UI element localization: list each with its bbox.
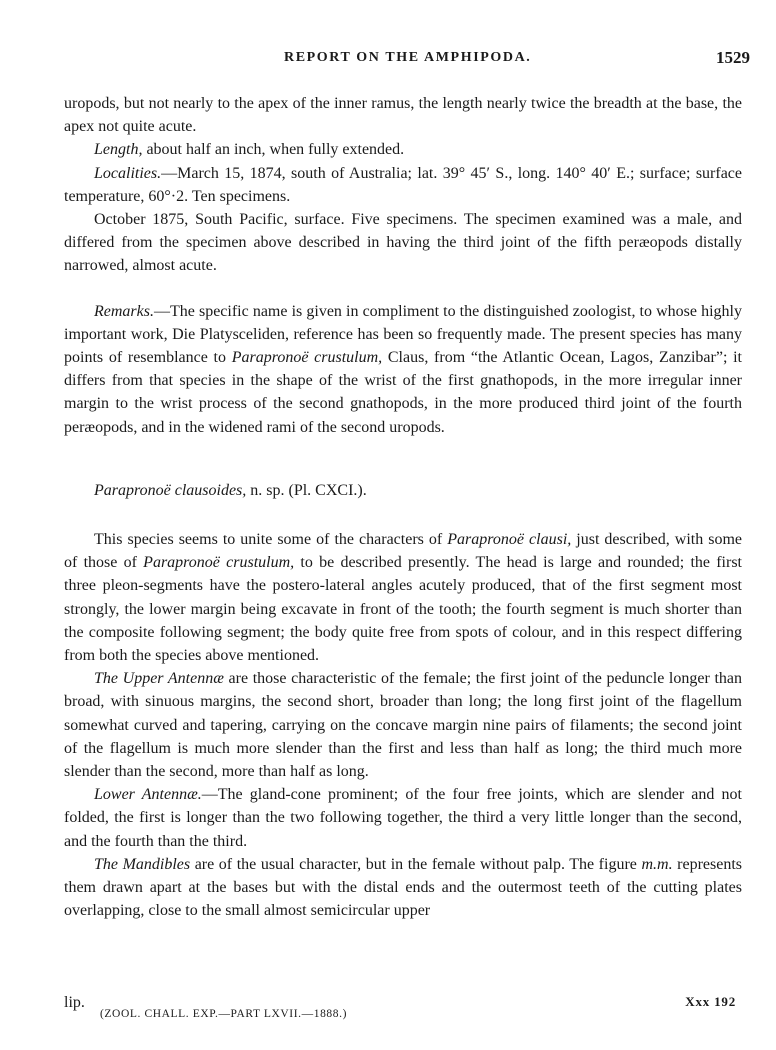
- paragraph-label: The Mandibles: [94, 855, 191, 873]
- paragraph-text: This species seems to unite some of the characters of: [94, 531, 448, 549]
- body-text: [64, 92, 742, 923]
- paragraph-text: just described, with some of those of: [64, 531, 743, 572]
- paragraph-text: —The gland-cone prominent; of the four free joints, which are slender and not folded, the first is longer than the two following together, the third a very little longer than the second, and the fourth than the third.: [64, 786, 742, 850]
- page-number: 1529: [716, 48, 750, 67]
- final-word: lip.: [64, 994, 85, 1011]
- species-heading: [64, 479, 742, 502]
- figure-reference: m.m.: [641, 855, 673, 873]
- publication-imprint: (ZOOL. CHALL. EXP.—PART LXVII.—1888.): [100, 1008, 348, 1020]
- paragraph-text: Claus, from “the Atlantic Ocean, Lagos, Zanzibar”; it differs from that species in the shape of the wrist of the first gnathopods, in the more irregular inner margin to the wrist process of the second gnathopods, in the more produced third joint of the fourth peræopods, and in the widened rami of the second uropods.: [64, 349, 743, 436]
- paragraph-label: Remarks.: [94, 302, 154, 320]
- page-header: [0, 50, 776, 74]
- paragraph-length: [64, 138, 742, 161]
- paragraph-label: Length,: [94, 141, 143, 159]
- species-name: Parapronoë crustulum,: [231, 349, 383, 367]
- signature-mark: Xxx 192: [685, 994, 736, 1009]
- species-heading-name: Parapronoë clausoides,: [94, 481, 247, 499]
- paragraph-species-description: [64, 528, 742, 667]
- species-heading-text: n. sp. (Pl. CXCI.).: [246, 481, 367, 499]
- paragraph-text: October 1875, South Pacific, surface. Five specimens. The specimen examined was a male, and differed from the specimen above described in having the third joint of the fifth peræopods distally narrowed, almost acute.: [64, 211, 742, 275]
- species-name: Parapronoë crustulum,: [143, 554, 295, 572]
- paragraph-text: are those characteristic of the female; the first joint of the peduncle longer than broad, with sinuous margins, the second short, broader than long; the long first joint of the flagellum somewhat curved and tapering, carrying on the concave margin nine pairs of filaments; the second joint of the flagellum is much more slender than the first and less than half as long; the third much more slender than the second, more than half as long.: [64, 670, 742, 781]
- paragraph-lower-antennae: [64, 783, 742, 853]
- paragraph-label: Lower Antennæ.: [94, 786, 202, 804]
- paragraph-text: to be described presently. The head is large and rounded; the first three pleon-segments have the postero-lateral angles acutely produced, that of the first segment most strongly, the lower margin being excavate in front of the tooth; the fourth segment is much shorter than the composite following segment; the body quite free from spots of colour, and in this respect differing from both the species above mentioned.: [64, 554, 743, 665]
- paragraph-text: are of the usual character, but in the female without palp. The figure: [190, 855, 642, 873]
- paragraph-mandibles: [64, 853, 742, 923]
- paragraph-text: uropods, but not nearly to the apex of the inner ramus, the length nearly twice the breadth at the base, the apex not quite acute.: [64, 95, 742, 136]
- paragraph-october-1875: [64, 208, 742, 278]
- species-name: Parapronoë clausi,: [447, 531, 572, 549]
- paragraph-text: about half an inch, when fully extended.: [142, 141, 405, 159]
- paragraph-uropods-continued: [64, 92, 742, 138]
- running-head: REPORT ON THE AMPHIPODA.: [284, 50, 532, 65]
- paragraph-upper-antennae: [64, 667, 742, 783]
- paragraph-remarks: [64, 300, 742, 439]
- page-footer: [64, 994, 746, 1034]
- paragraph-label: Localities.: [94, 164, 162, 182]
- paragraph-text: —The specific name is given in compliment to the distinguished zoologist, to whose highly important work, Die Platysceliden, reference has been so frequently made. The present species has many points of resemblance to: [64, 302, 742, 367]
- paragraph-localities: [64, 162, 742, 208]
- paragraph-label: The Upper Antennæ: [94, 670, 224, 688]
- paragraph-text: represents them drawn apart at the bases but with the distal ends and the outermost teeth of the cutting plates overlapping, close to the small almost semicircular upper: [64, 855, 743, 920]
- paragraph-text: —March 15, 1874, south of Australia; lat. 39° 45′ S., long. 140° 40′ E.; surface; surface temperature, 60°·2. Ten specimens.: [64, 164, 742, 205]
